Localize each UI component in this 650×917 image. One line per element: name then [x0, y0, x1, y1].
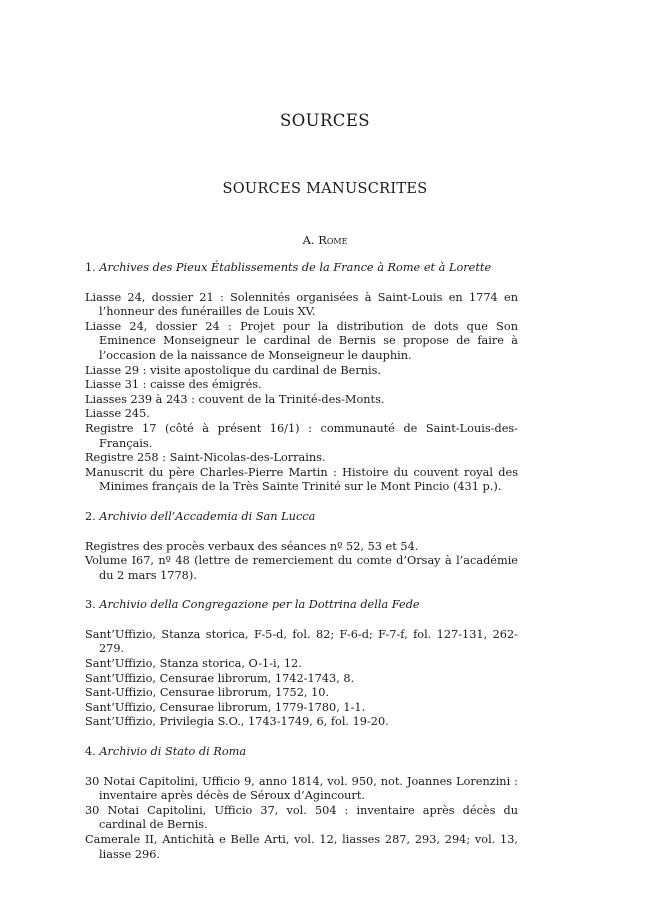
- source-group-2: [85, 510, 518, 583]
- list-item: Liasses 239 à 243 : couvent de la Trinité-des-Monts.: [85, 392, 385, 406]
- list-item: Liasse 24, dossier 24 : Projet pour la distribution de dots que Son Eminence Monseigneur le cardinal de Bernis se propose de faire à l’occasion de la naissance de Monseigneur le dauphin.: [85, 319, 518, 362]
- list-item: Camerale II, Antichità e Belle Arti, vol. 12, liasses 287, 293, 294; vol. 13, liasse 296.: [85, 833, 518, 861]
- entry-list: [85, 540, 518, 584]
- list-item: Liasse 24, dossier 21 : Solennités organisées à Saint-Louis en 1774 en l’honneur des funérailles de Louis XV.: [85, 290, 518, 319]
- group-title: [85, 261, 518, 276]
- group-title: [85, 598, 518, 613]
- list-item: Sant’Uffizio, Censurae librorum, 1742-1743, 8.: [85, 671, 355, 685]
- list-item: Manuscrit du père Charles-Pierre Martin : Histoire du couvent royal des Minimes français de la Très Sainte Trinité sur le Mont Pincio (431 p.).: [85, 465, 518, 494]
- sub-heading-text: Rome: [318, 233, 348, 247]
- sub-heading: [0, 233, 650, 247]
- group-title-text: Archivio della Congregazione per la Dottrina della Fede: [99, 598, 420, 612]
- list-item: Volume I67, nº 48 (lettre de remerciement du comte d’Orsay à l’académie du 2 mars 1778).: [85, 554, 518, 582]
- sources-list: [85, 261, 518, 862]
- group-title: [85, 510, 518, 525]
- list-item: Sant’Uffizio, Privilegia S.O., 1743-1749, 6, fol. 19-20.: [85, 715, 389, 729]
- group-number: 3.: [85, 598, 96, 612]
- list-item: Sant’Uffizio, Stanza storica, O-1-i, 12.: [85, 657, 302, 671]
- list-item: Registre 258 : Saint-Nicolas-des-Lorrains.: [85, 451, 326, 465]
- sub-heading-letter: A.: [302, 233, 319, 247]
- list-item: 30 Notai Capitolini, Ufficio 9, anno 1814, vol. 950, not. Joannes Lorenzini : inventaire après décès de Séroux d’Agincourt.: [85, 774, 518, 803]
- group-title: [85, 745, 518, 760]
- list-item: Sant’Uffizio, Censurae librorum, 1779-1780, 1-1.: [85, 700, 366, 714]
- group-title-text: Archives des Pieux Établissements de la France à Rome et à Lorette: [99, 261, 492, 274]
- entry-list: [85, 291, 518, 495]
- page-title: SOURCES: [280, 111, 370, 130]
- list-item: Sant-Uffizio, Censurae librorum, 1752, 10.: [85, 686, 330, 700]
- group-title-text: Archivio dell’Accademia di San Lucca: [99, 509, 316, 523]
- list-item: Liasse 31 : caisse des émigrés.: [85, 378, 262, 392]
- group-title-text: Archivio di Stato di Roma: [99, 745, 247, 759]
- list-item: Sant’Uffizio, Stanza storica, F-5-d, fol. 82; F-6-d; F-7-f, fol. 127-131, 262-279.: [85, 627, 518, 656]
- list-item: Liasse 29 : visite apostolique du cardinal de Bernis.: [85, 363, 382, 377]
- source-group-1: [85, 261, 518, 495]
- section-title: SOURCES MANUSCRITES: [222, 181, 428, 197]
- group-number: 4.: [85, 745, 96, 759]
- entry-list: [85, 628, 518, 730]
- list-item: Registres des procès verbaux des séances nº 52, 53 et 54.: [85, 539, 419, 553]
- list-item: Liasse 245.: [85, 407, 150, 421]
- entry-list: [85, 775, 518, 863]
- list-item: Registre 17 (côté à présent 16/1) : communauté de Saint-Louis-des-Français.: [85, 421, 518, 450]
- source-group-3: [85, 598, 518, 730]
- list-item: 30 Notai Capitolini, Ufficio 37, vol. 504 : inventaire après décès du cardinal de Bernis.: [85, 803, 518, 832]
- group-number: 1.: [85, 261, 96, 274]
- group-number: 2.: [85, 509, 96, 523]
- source-group-4: [85, 745, 518, 862]
